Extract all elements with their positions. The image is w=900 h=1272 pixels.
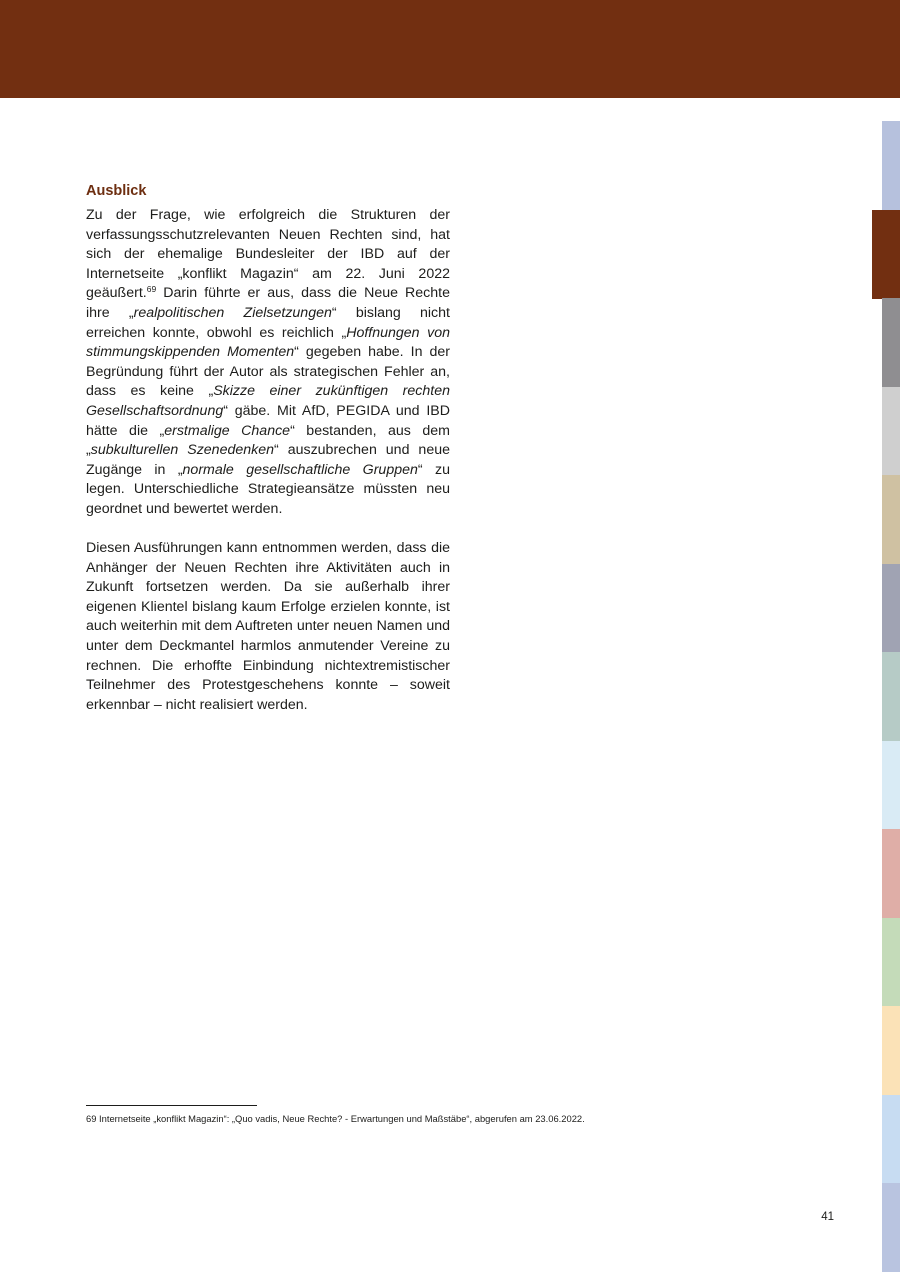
paragraph-1 (86, 206, 450, 520)
chapter-tab-strip (882, 121, 900, 1272)
footnote-number: 69 (86, 1113, 97, 1124)
text-run: Zu der Frage, wie erfolgreich die Strukturen der verfassungsschutzrelevanten Neuen Rechten sind, hat sich der ehemalige Bundesleiter der IBD auf der Internetseite „konflikt Magazin“ am 22. Juni 2022 geäußert. (86, 207, 450, 302)
chapter-tab (882, 387, 900, 476)
quote-italic: Skizze einer zukünftigen rechten Gesellschaftsordnung (86, 383, 450, 419)
section-title: Ausblick (86, 183, 147, 199)
chapter-tab (882, 1006, 900, 1095)
text-run: “ zu legen. Unterschiedliche Strategieansätze müssten neu geordnet und bewertet werden. (86, 461, 450, 517)
footnote-text: Internetseite „konflikt Magazin“: „Quo vadis, Neue Rechte? - Erwartungen und Maßstäbe“, abgerufen am 23.06.2022. (99, 1113, 585, 1124)
body-text (86, 206, 450, 715)
chapter-tab (882, 829, 900, 918)
chapter-tab (882, 121, 900, 210)
chapter-tab (882, 918, 900, 1007)
text-run: Darin führte er aus, dass die Neue Rechte ihre „ (86, 285, 450, 321)
quote-italic: erstmalige Chance (164, 422, 291, 439)
text-run: “ bislang nicht erreichen konnte, obwohl es reichlich „ (86, 304, 450, 341)
chapter-tab (882, 1183, 900, 1272)
footnote (86, 1112, 786, 1125)
quote-italic: realpolitischen Zielsetzungen (133, 304, 332, 321)
chapter-tab (882, 741, 900, 830)
quote-italic: subkulturellen Szenedenken (90, 442, 275, 459)
chapter-tab (882, 652, 900, 741)
page-number: 41 (821, 1211, 834, 1223)
quote-italic: normale gesellschaftliche Gruppen (182, 461, 418, 478)
chapter-tab (872, 210, 900, 299)
text-run: “ gäbe. Mit AfD, PEGIDA und IBD hätte die „ (86, 402, 450, 439)
chapter-tab (882, 1095, 900, 1184)
paragraph-2: Diesen Ausführungen kann entnommen werden, dass die Anhänger der Neuen Rechten ihre Aktivitäten auch in Zukunft fortsetzen werden. Da sie außerhalb ihrer eigenen Klientel bislang kaum Erfolge erzielen konnte, ist auch weiterhin mit dem Auftreten unter neuen Namen und unter dem Deckmantel harmlos anmutender Vereine zu rechnen. Die erhoffte Einbindung nichtextremistischer Teilnehmer des Protestgeschehens konnte – soweit erkennbar – nicht realisiert werden. (86, 540, 450, 713)
text-run: “ bestanden, aus dem „ (86, 422, 450, 459)
footnote-divider (86, 1105, 257, 1106)
text-run: “ auszubrechen und neue Zugänge in „ (86, 442, 450, 478)
text-run: “ gegeben habe. In der Begründung führt der Autor als strategischen Fehler an, dass es keine „ (86, 344, 450, 400)
chapter-tab (882, 298, 900, 387)
footnote-ref: 69 (146, 284, 157, 295)
chapter-tab (882, 564, 900, 653)
quote-italic: Hoffnungen von stimmungskippenden Momenten (86, 324, 450, 361)
chapter-tab (882, 475, 900, 564)
header-band (0, 0, 900, 98)
